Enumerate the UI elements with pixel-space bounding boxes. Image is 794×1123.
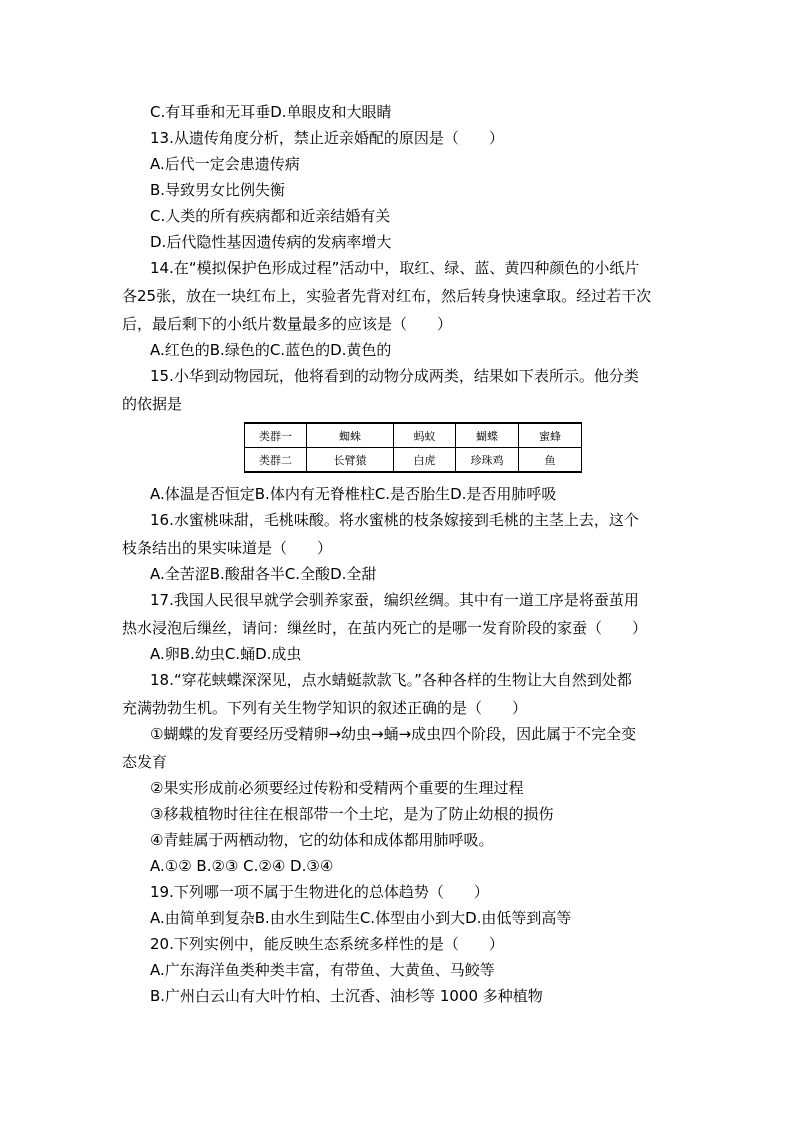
- q18-stem-line2: 充满勃勃生机。下列有关生物学知识的叙述正确的是（ ）: [122, 699, 528, 717]
- table-cell: 蜜蜂: [519, 423, 582, 448]
- q17-stem-line1: 17.我国人民很早就学会驯养家蚕，编织丝绸。其中有一道工序是将蚕茧用: [150, 591, 639, 609]
- table-row: [245, 448, 582, 473]
- q13-option-a: A.后代一定会患遗传病: [150, 155, 300, 173]
- q18-statement-4: ④青蛙属于两栖动物，它的幼体和成体都用肺呼吸。: [150, 831, 494, 849]
- q16-options: A.全苦涩B.酸甜各半C.全酸D.全甜: [150, 565, 377, 583]
- q13-stem: 13.从遗传角度分析，禁止近亲婚配的原因是（ ）: [150, 129, 504, 147]
- q14-stem-line2: 各25张，放在一块红布上，实验者先背对红布，然后转身快速拿取。经过若干次: [122, 287, 652, 305]
- q15-stem-line2: 的依据是: [122, 395, 183, 413]
- table-cell: 类群一: [245, 423, 307, 448]
- table-cell: 类群二: [245, 448, 307, 473]
- q20-option-b: B.广州白云山有大叶竹柏、土沉香、油杉等 1000 多种植物: [150, 987, 543, 1005]
- q18-options: A.①② B.②③ C.②④ D.③④: [150, 857, 334, 875]
- q15-stem-line1: 15.小华到动物园玩，他将看到的动物分成两类，结果如下表所示。他分类: [150, 367, 639, 385]
- table-cell: 白虎: [394, 448, 456, 473]
- q19-options: A.由简单到复杂B.由水生到陆生C.体型由小到大D.由低等到高等: [150, 909, 572, 927]
- q13-option-d: D.后代隐性基因遗传病的发病率增大: [150, 233, 392, 251]
- q18-statement-3: ③移栽植物时往往在根部带一个土坨，是为了防止幼根的损伤: [150, 805, 554, 823]
- table-cell: 蚂蚁: [394, 423, 456, 448]
- q18-statement-2: ②果实形成前必须要经过传粉和受精两个重要的生理过程: [150, 779, 524, 797]
- q18-stem-line1: 18.“穿花蛱蝶深深见，点水蜻蜓款款飞。”各种各样的生物让大自然到处都: [150, 671, 632, 689]
- q14-stem-line3: 后，最后剩下的小纸片数量最多的应该是（ ）: [122, 315, 453, 333]
- q17-stem-line2: 热水浸泡后缫丝，请问：缫丝时，在茧内死亡的是哪一发育阶段的家蚕（ ）: [122, 619, 648, 637]
- q13-option-b: B.导致男女比例失衡: [150, 181, 286, 199]
- q15-options: A.体温是否恒定B.体内有无脊椎柱C.是否胎生D.是否用肺呼吸: [150, 485, 557, 503]
- table-cell: 长臂猿: [307, 448, 394, 473]
- q17-options: A.卵B.幼虫C.蛹D.成虫: [150, 645, 302, 663]
- q14-options: A.红色的B.绿色的C.蓝色的D.黄色的: [150, 341, 392, 359]
- q16-stem-line2: 枝条结出的果实味道是（ ）: [122, 539, 333, 557]
- q13-option-c: C.人类的所有疾病都和近亲结婚有关: [150, 207, 391, 225]
- table-row: [245, 423, 582, 448]
- q14-stem-line1: 14.在“模拟保护色形成过程”活动中，取红、绿、蓝、黄四种颜色的小纸片: [150, 259, 640, 277]
- q18-statement-1-line2: 态发育: [122, 753, 168, 771]
- q12-option-cd: C.有耳垂和无耳垂D.单眼皮和大眼睛: [150, 103, 392, 121]
- q16-stem-line1: 16.水蜜桃味甜，毛桃味酸。将水蜜桃的枝条嫁接到毛桃的主茎上去，这个: [150, 511, 639, 529]
- table-cell: 鱼: [519, 448, 582, 473]
- q19-stem: 19.下列哪一项不属于生物进化的总体趋势（ ）: [150, 883, 489, 901]
- table-cell: 蜘蛛: [307, 423, 394, 448]
- classification-table: [244, 422, 582, 473]
- table-cell: 珍珠鸡: [456, 448, 519, 473]
- q18-statement-1-line1: ①蝴蝶的发育要经历受精卵→幼虫→蛹→成虫四个阶段，因此属于不完全变: [150, 725, 637, 743]
- q20-stem: 20.下列实例中，能反映生态系统多样性的是（ ）: [150, 935, 504, 953]
- q20-option-a: A.广东海洋鱼类种类丰富，有带鱼、大黄鱼、马鲛等: [150, 961, 495, 979]
- table-cell: 蝴蝶: [456, 423, 519, 448]
